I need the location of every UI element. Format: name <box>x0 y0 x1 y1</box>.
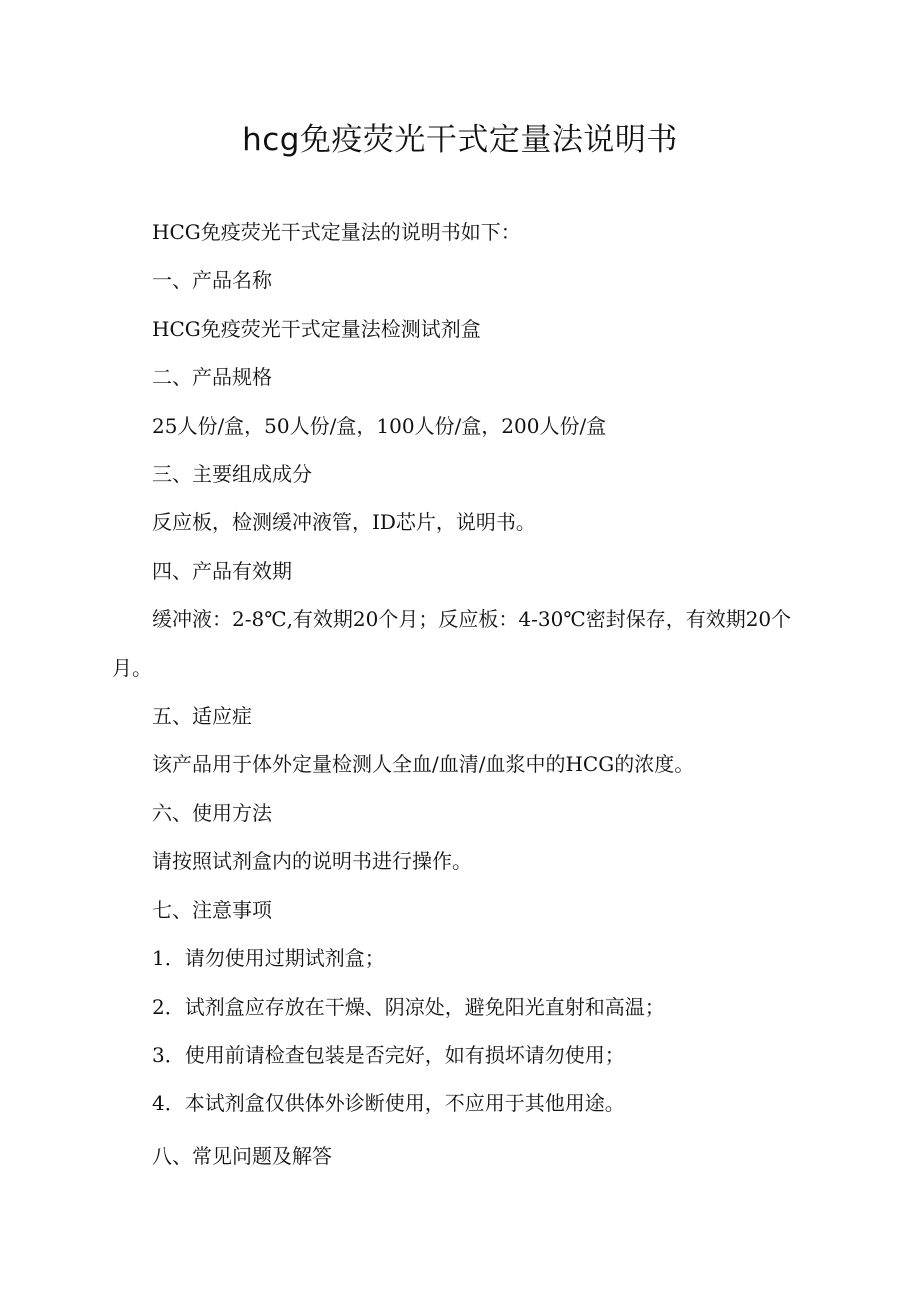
section-heading-product-name: 一、产品名称 <box>152 268 272 293</box>
precaution-item-4: 4．本试剂盒仅供体外诊断使用，不应用于其他用途。 <box>152 1091 625 1116</box>
specification-text: 25人份/盒，50人份/盒，100人份/盒，200人份/盒 <box>152 413 607 438</box>
document-title: hcg免疫荧光干式定量法说明书 <box>242 122 678 158</box>
precaution-item-3: 3．使用前请检查包装是否完好，如有损坏请勿使用； <box>152 1042 625 1067</box>
composition-text: 反应板，检测缓冲液管，ID芯片，说明书。 <box>152 510 536 535</box>
document-body <box>112 208 812 1180</box>
validity-text: 缓冲液：2-8℃,有效期20个月；反应板：4-30℃密封保存，有效期20个月。 <box>112 607 792 680</box>
precaution-item-1: 1．请勿使用过期试剂盒； <box>152 946 385 971</box>
precaution-item-2: 2．试剂盒应存放在干燥、阴凉处，避免阳光直射和高温； <box>152 994 665 1019</box>
product-name-text: HCG免疫荧光干式定量法检测试剂盒 <box>152 316 481 341</box>
indication-text: 该产品用于体外定量检测人全血/血清/血浆中的HCG的浓度。 <box>152 752 695 777</box>
section-heading-usage: 六、使用方法 <box>152 800 272 825</box>
intro-paragraph: HCG免疫荧光干式定量法的说明书如下： <box>152 220 521 244</box>
section-heading-composition: 三、主要组成成分 <box>152 462 312 487</box>
section-heading-validity: 四、产品有效期 <box>152 558 292 583</box>
section-heading-precautions: 七、注意事项 <box>152 897 272 922</box>
section-heading-specification: 二、产品规格 <box>152 365 272 390</box>
section-heading-indication: 五、适应症 <box>152 704 252 729</box>
section-heading-faq: 八、常见问题及解答 <box>152 1143 332 1168</box>
usage-text: 请按照试剂盒内的说明书进行操作。 <box>152 849 472 874</box>
